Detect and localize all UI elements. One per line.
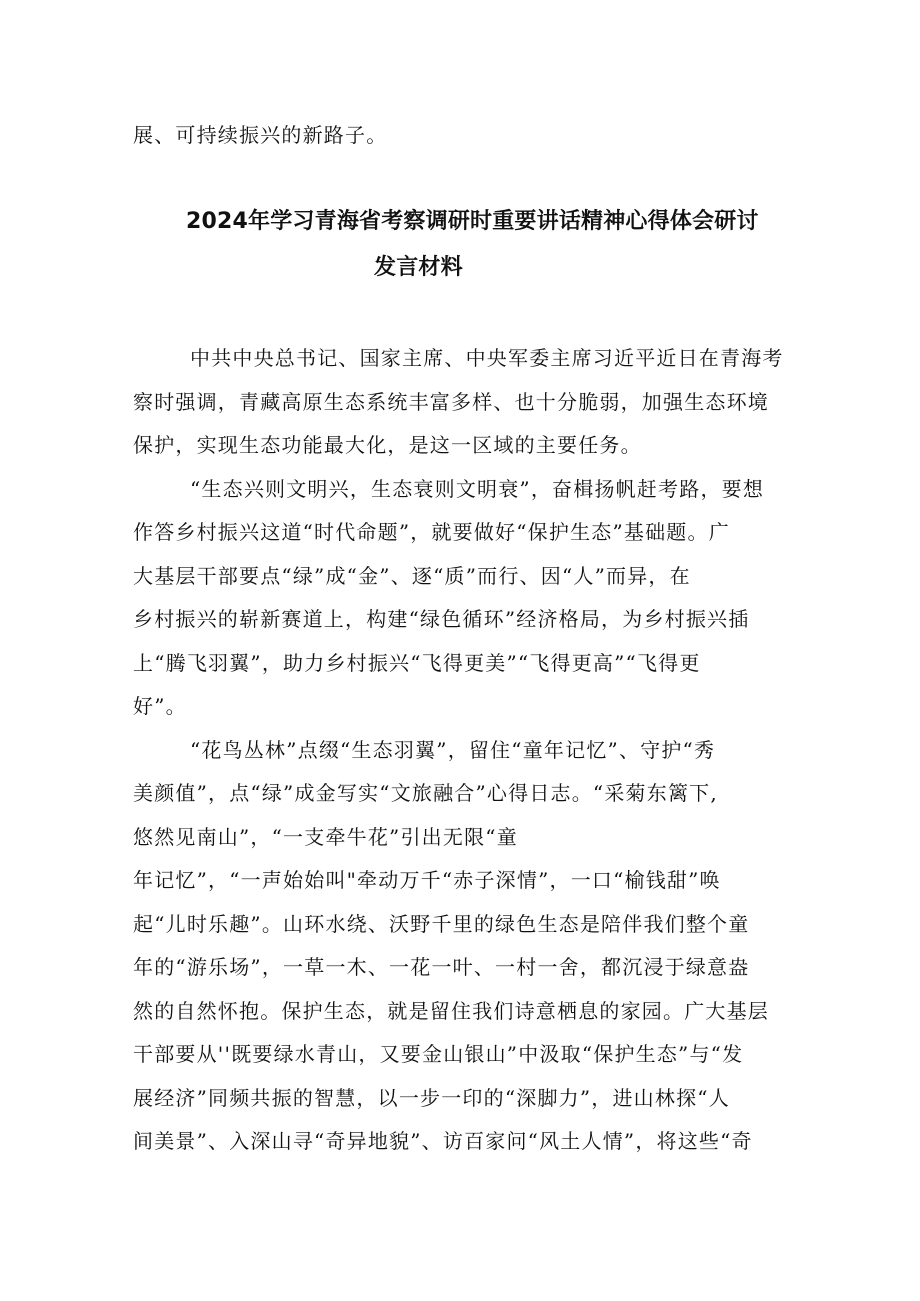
paragraph-3-line-5: 起“儿时乐趣”。山环水绕、沃野千里的绿色生态是陪伴我们整个童 <box>133 912 750 936</box>
document-title-line-1: 2024年学习青海省考察调研时重要讲话精神心得体会研讨 <box>186 209 759 234</box>
document-title-line-2: 发言材料 <box>374 255 463 280</box>
paragraph-1-line-3: 保护，实现生态功能最大化，是这一区域的主要任务。 <box>133 433 642 457</box>
paragraph-3-line-3: 悠然见南山”，“一支牵牛花”引出无限“童 <box>133 825 518 849</box>
paragraph-2-line-2: 作答乡村振兴这道“时代命题”，就要做好“保护生态”基础题。广 <box>133 520 730 544</box>
paragraph-2-line-3: 大基层干部要点“绿”成“金”、逐“质”而行、因“人”而异，在 <box>133 564 691 588</box>
paragraph-3-line-2: 美颜值”，点“绿”成金写实“文旅融合”心得日志。“采菊东篱下, <box>133 781 718 805</box>
paragraph-2-line-5: 上“腾飞羽翼”，助力乡村振兴“飞得更美”“飞得更高”“飞得更 <box>133 651 701 675</box>
paragraph-3-line-8: 干部要从''既要绿水青山，又要金山银山”中汲取“保护生态”与“发 <box>133 1042 744 1066</box>
paragraph-3-line-6: 年的“游乐场”，一草一木、一花一叶、一村一舍，都沉浸于绿意盎 <box>133 955 750 979</box>
paragraph-3-line-9: 展经济”同频共振的智慧，以一步一印的“深脚力”，进山林探“人 <box>133 1086 730 1110</box>
paragraph-3-line-1: “花鸟丛林”点缀“生态羽翼”，留住“童年记忆”、守护“秀 <box>190 738 716 762</box>
paragraph-2-line-6: 好”。 <box>133 694 187 718</box>
paragraph-1-line-2: 察时强调，青藏高原生态系统丰富多样、也十分脆弱，加强生态环境 <box>133 390 769 414</box>
paragraph-2-line-1: “生态兴则文明兴，生态衰则文明衰”，奋楫扬帆赶考路，要想 <box>190 477 765 501</box>
paragraph-3-line-4: 年记忆”，“一声始始叫"牵动万千“赤子深情”，一口“榆钱甜”唤 <box>133 868 721 892</box>
paragraph-2-line-4: 乡村振兴的崭新赛道上，构建“绿色循环”经济格局，为乡村振兴插 <box>133 607 750 631</box>
continuation-line: 展、可持续振兴的新路子。 <box>133 123 388 147</box>
paragraph-3-line-10: 间美景”、入深山寻“奇异地貌”、访百家问“风土人情”，将这些“奇 <box>133 1129 753 1153</box>
paragraph-1-line-1: 中共中央总书记、国家主席、中央军委主席习近平近日在青海考 <box>190 346 784 370</box>
paragraph-3-line-7: 然的自然怀抱。保护生态，就是留住我们诗意栖息的家园。广大基层 <box>133 999 769 1023</box>
